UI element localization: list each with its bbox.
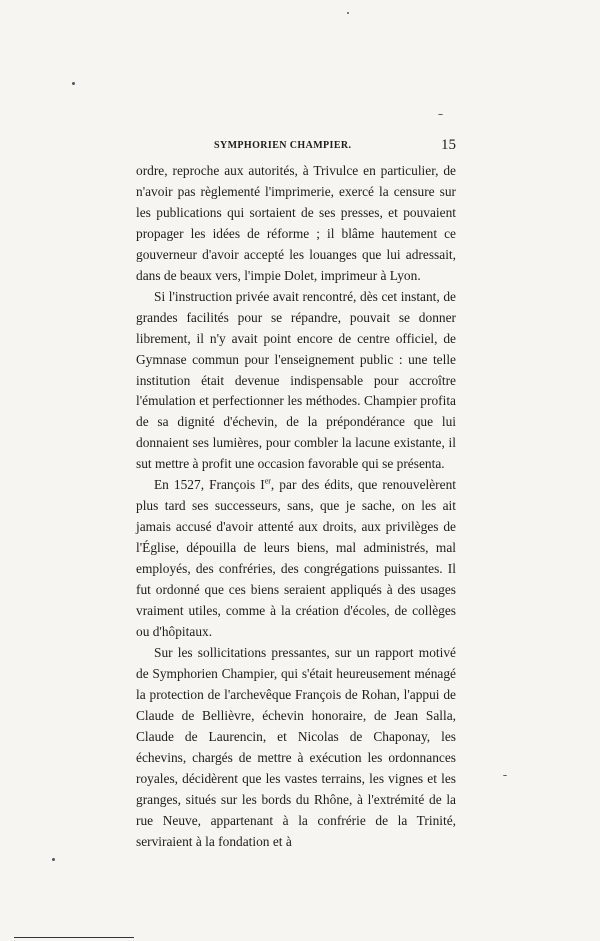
body-text [136,161,456,852]
scan-speck [503,775,507,776]
page-header [136,137,456,158]
scan-speck [438,114,443,115]
page-number: 15 [441,137,456,153]
paragraph-2: Si l'instruction privée avait rencontré, dès cet instant, de grandes facilités pour se répandre, pouvait se donner librement, il n'y avait point encore de centre officiel, de Gymnase commun pour l'enseignement public : une telle institution était devenue indispensable pour accroître l'émulation et perfectionner les méthodes. Champier profita de sa dignité d'échevin, de la prépondérance que lui donnaient ses lumières, pour combler la lacune existante, il sut mettre à profit une occasion favorable qui se présenta. [136,288,456,472]
paragraph-3 [136,475,456,643]
scan-edge-rule [14,937,134,938]
scan-speck [72,82,75,85]
scan-speck [52,858,55,861]
paragraph-1: ordre, reproche aux autorités, à Trivulce en particulier, de n'avoir pas règlementé l'imprimerie, exercé la censure sur les publications qui sortaient de ses presses, et pouvaient propager les idées de réforme ; il blâme hautement ce gouverneur d'avoir accepté les louanges que lui adressait, dans de beaux vers, l'impie Dolet, imprimeur à Lyon. [136,163,456,283]
ordinal-superscript: er [264,476,271,486]
paragraph-4: Sur les sollicitations pressantes, sur un rapport motivé de Symphorien Champier, qui s'était heureusement ménagé la protection de l'archevêque François de Rohan, l'appui de Claude de Bellièvre, échevin honoraire, de Jean Salla, Claude de Laurencin, et Nicolas de Chaponay, les échevins, chargés de mettre à exécution les ordonnances royales, décidèrent que les vastes terrains, les vignes et les granges, situés sur les bords du Rhône, à l'extrémité de la rue Neuve, appartenant à la confrérie de la Trinité, serviraient à la fondation et à [136,644,456,849]
running-title: SYMPHORIEN CHAMPIER. [214,140,352,151]
paragraph-3-start: En 1527, François I [154,477,265,493]
scan-speck [347,12,349,14]
paragraph-3-rest: , par des édits, que renouvelèrent plus tard ses successeurs, sans, que je sache, on les ait jamais accusé d'avoir attenté aux droits, aux privilèges de l'Église, dépouilla de leurs biens, mal administrés, mal employés, des confréries, des congrégations puissantes. Il fut ordonné que ces biens seraient appliqués à des usages vraiment utiles, comme à la création d'écoles, de collèges ou d'hôpitaux. [136,477,456,639]
